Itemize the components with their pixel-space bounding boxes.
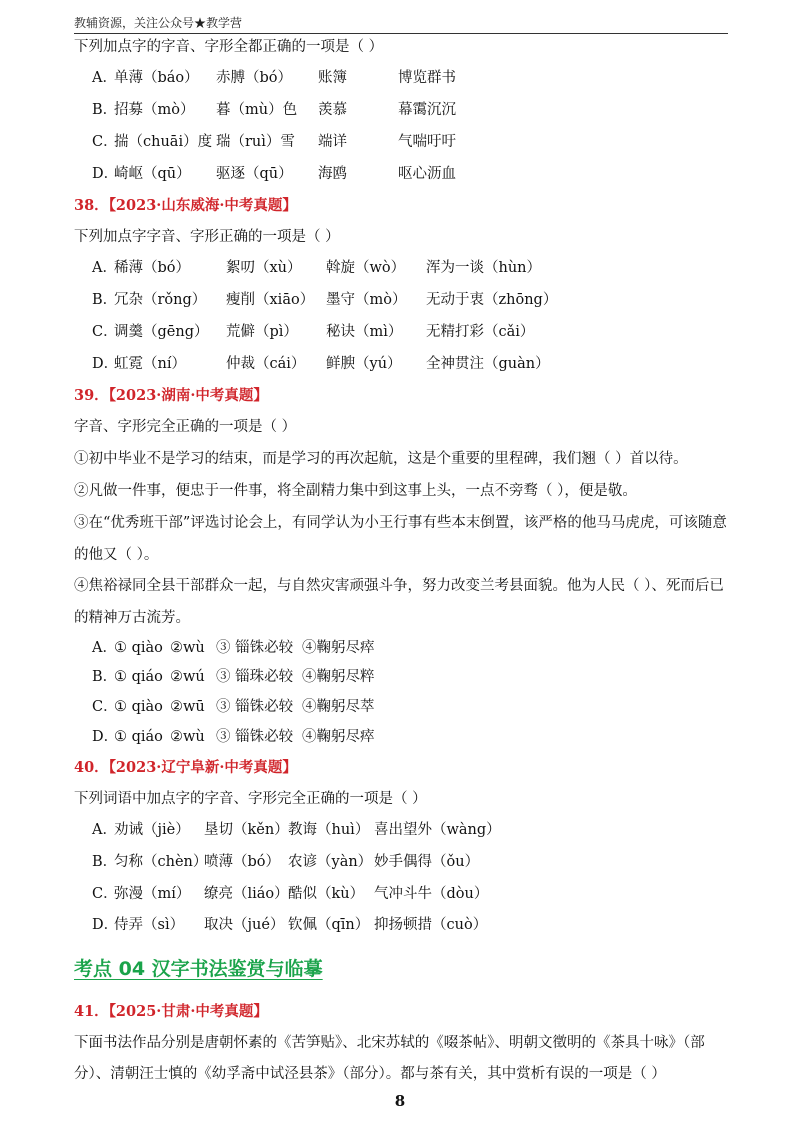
option-item: ③ 锱珠必较 — [216, 669, 294, 685]
q39-option-a — [92, 638, 412, 658]
q41-line-2: 分）、清朝汪士慎的《幼孚斋中试泾县茶》（部分）。都与茶有关，其中赏析有误的一项是（ ） — [74, 1066, 666, 1082]
option-item: 海鸥 — [318, 166, 347, 182]
option-item: 荒僻（pì） — [226, 324, 298, 340]
q39-passage-4a: ④焦裕禄同全县干部群众一起，与自然灾害顽强斗争，努力改变兰考县面貌。他为人民（ ）、死而后已 — [74, 578, 724, 594]
option-item: 仲裁（cái） — [226, 356, 306, 372]
q38-option-d — [92, 354, 596, 374]
q39-number: 39． — [74, 387, 109, 404]
q40-option-d — [92, 915, 524, 935]
option-item: ① qiào — [114, 640, 163, 656]
q38-option-a — [92, 258, 596, 278]
option-item: 账簿 — [318, 70, 347, 86]
option-item: 瑞（ruì）雪 — [216, 134, 295, 150]
option-item: 无精打彩（cǎi） — [426, 324, 535, 340]
q37-option-d — [92, 164, 518, 184]
option-item: 教诲（huì） — [288, 822, 370, 838]
option-letter: D． — [92, 917, 119, 933]
option-item: ④鞠躬尽瘁 — [302, 729, 375, 745]
option-item: 单薄（báo） — [114, 70, 199, 86]
option-letter: C． — [92, 324, 118, 340]
option-item: 招募（mò） — [114, 102, 195, 118]
option-item: 崎岖（qū） — [114, 166, 191, 182]
option-item: 无动于衷（zhōng） — [426, 292, 558, 308]
option-letter: B． — [92, 292, 118, 308]
option-item: ②wú — [170, 669, 205, 685]
option-letter: B． — [92, 854, 118, 870]
option-letter: D． — [92, 356, 119, 372]
option-letter: A． — [92, 260, 117, 276]
q39-source: 【2023·湖南·中考真题】 — [108, 387, 268, 404]
option-item: 农谚（yàn） — [288, 854, 373, 870]
option-item: 赤膊（bó） — [216, 70, 293, 86]
page-header: 教辅资源，关注公众号★教学营 — [74, 16, 243, 30]
q38-option-c — [92, 322, 596, 342]
option-item: ③ 锱铢必较 — [216, 699, 294, 715]
option-item: 垦切（kěn） — [204, 822, 289, 838]
option-item: ②wù — [170, 640, 205, 656]
option-letter: C． — [92, 699, 118, 715]
option-letter: A． — [92, 640, 117, 656]
q39-passage-1: ①初中毕业不是学习的结束，而是学习的再次起航，这是个重要的里程碑，我们翘（ ）首以待。 — [74, 451, 688, 467]
option-item: 抑扬顿措（cuò） — [374, 917, 488, 933]
option-letter: D． — [92, 166, 119, 182]
q39-option-b — [92, 667, 412, 687]
option-item: 弥漫（mí） — [114, 886, 191, 902]
q37-stem: 下列加点字的字音、字形全都正确的一项是（ ） — [74, 39, 384, 55]
option-item: ④鞠躬尽瘁 — [302, 640, 375, 656]
option-item: 端详 — [318, 134, 347, 150]
option-item: ②wù — [170, 729, 205, 745]
option-item: 喷薄（bó） — [204, 854, 281, 870]
q37-option-b — [92, 100, 518, 120]
q40-stem: 下列词语中加点字的字音、字形完全正确的一项是（ ） — [74, 791, 427, 807]
q37-option-c — [92, 132, 518, 152]
q38-heading — [74, 196, 297, 216]
option-item: ① qiáo — [114, 669, 163, 685]
q39-stem: 字音、字形完全正确的一项是（ ） — [74, 419, 297, 435]
q41-line-1: 下面书法作品分别是唐朝怀素的《苦笋贴》、北宋苏轼的《啜茶帖》、明朝文徵明的《茶具十咏》（部 — [74, 1035, 705, 1051]
q39-option-c — [92, 697, 412, 717]
option-item: 气喘吁吁 — [398, 134, 456, 150]
option-item: 暮（mù）色 — [216, 102, 298, 118]
option-item: ③ 锱铢必较 — [216, 640, 294, 656]
q39-passage-4b: 的精神万古流芳。 — [74, 610, 190, 626]
option-letter: A． — [92, 822, 117, 838]
option-item: 幕霭沉沉 — [398, 102, 456, 118]
q41-number: 41． — [74, 1003, 109, 1020]
option-item: 絮叨（xù） — [226, 260, 302, 276]
q39-heading — [74, 386, 268, 406]
option-item: 稀薄（bó） — [114, 260, 191, 276]
option-item: 驱逐（qū） — [216, 166, 293, 182]
q39-passage-2: ②凡做一件事，便忠于一件事，将全副精力集中到这事上头，一点不旁骛（ ），便是敬。 — [74, 483, 637, 499]
q40-source: 【2023·辽宁阜新·中考真题】 — [108, 759, 297, 776]
q41-heading — [74, 1002, 268, 1022]
header-rule — [74, 33, 728, 34]
q38-option-b — [92, 290, 596, 310]
option-item: ① qiào — [114, 699, 163, 715]
option-item: 冗杂（rǒng） — [114, 292, 207, 308]
option-item: 斡旋（wò） — [326, 260, 406, 276]
option-item: 秘诀（mì） — [326, 324, 403, 340]
q39-option-d — [92, 727, 412, 747]
option-item: ① qiáo — [114, 729, 163, 745]
option-item: 妙手偶得（ǒu） — [374, 854, 480, 870]
option-letter: D． — [92, 729, 119, 745]
option-item: 喜出望外（wàng） — [374, 822, 501, 838]
option-item: 瘦削（xiāo） — [226, 292, 315, 308]
q38-stem: 下列加点字字音、字形正确的一项是（ ） — [74, 229, 340, 245]
option-item: 呕心沥血 — [398, 166, 456, 182]
option-item: ④鞠躬尽粹 — [302, 669, 375, 685]
option-item: 取决（jué） — [204, 917, 285, 933]
option-item: 博览群书 — [398, 70, 456, 86]
option-item: 揣（chuāi）度 — [114, 134, 213, 150]
option-item: 墨守（mò） — [326, 292, 407, 308]
page-number: 8 — [394, 1092, 406, 1110]
option-item: 钦佩（qīn） — [288, 917, 370, 933]
option-item: 虹霓（ní） — [114, 356, 186, 372]
option-letter: C． — [92, 134, 118, 150]
option-letter: B． — [92, 102, 118, 118]
q41-source: 【2025·甘肃·中考真题】 — [108, 1003, 268, 1020]
q38-source: 【2023·山东威海·中考真题】 — [108, 197, 297, 214]
option-letter: A． — [92, 70, 117, 86]
option-item: ④鞠躬尽萃 — [302, 699, 375, 715]
q39-passage-3a: ③在“优秀班干部”评选讨论会上，有同学认为小王行事有些本末倒置，该严格的他马马虎虎，可该随意 — [74, 515, 727, 531]
option-item: 劝诫（jiè） — [114, 822, 190, 838]
option-item: 浑为一谈（hùn） — [426, 260, 542, 276]
q40-option-a — [92, 820, 524, 840]
option-letter: C． — [92, 886, 118, 902]
option-item: 羡慕 — [318, 102, 347, 118]
option-item: 气冲斗牛（dòu） — [374, 886, 489, 902]
option-item: ③ 锱铢必较 — [216, 729, 294, 745]
section-title: 考点 04 汉字书法鉴赏与临摹 — [74, 958, 323, 980]
option-item: ②wū — [170, 699, 205, 715]
option-item: 匀称（chèn） — [114, 854, 208, 870]
option-item: 侍弄（sì） — [114, 917, 185, 933]
option-item: 缭亮（liáo） — [204, 886, 289, 902]
q40-number: 40． — [74, 759, 109, 776]
q40-option-b — [92, 852, 524, 872]
option-item: 全神贯注（guàn） — [426, 356, 550, 372]
q38-number: 38． — [74, 197, 109, 214]
q39-passage-3b: 的他又（ ）。 — [74, 547, 159, 563]
option-item: 酷似（kù） — [288, 886, 365, 902]
q37-option-a — [92, 68, 518, 88]
q40-option-c — [92, 884, 524, 904]
q40-heading — [74, 758, 297, 778]
option-letter: B． — [92, 669, 118, 685]
option-item: 鲜腴（yú） — [326, 356, 402, 372]
option-item: 调羹（gēng） — [114, 324, 209, 340]
